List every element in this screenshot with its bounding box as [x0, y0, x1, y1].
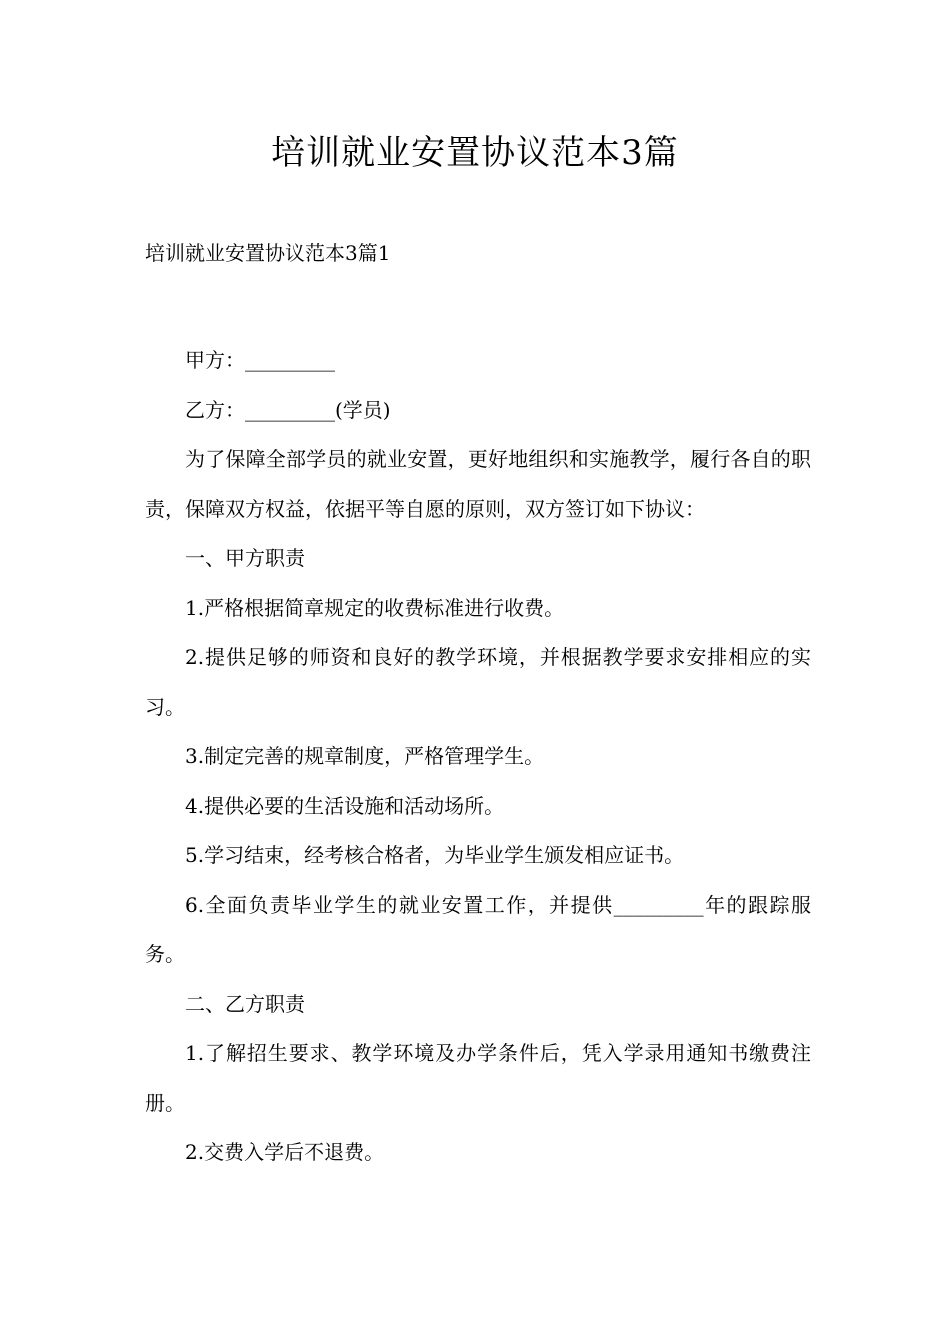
document-title: 培训就业安置协议范本3篇	[271, 133, 679, 173]
party-a-item-6: 6.全面负责毕业学生的就业安置工作，并提供_________年的跟踪服务。	[145, 892, 811, 966]
section-heading-party-a: 一、甲方职责	[185, 546, 305, 570]
party-b-item-2: 2.交费入学后不退费。	[185, 1140, 385, 1164]
party-b-line: 乙方：_________(学员)	[185, 397, 391, 422]
party-a-item-2: 2.提供足够的师资和良好的教学环境，并根据教学要求安排相应的实习。	[145, 645, 811, 719]
party-a-item-4: 4.提供必要的生活设施和活动场所。	[185, 793, 505, 818]
section-heading-party-b: 二、乙方职责	[185, 991, 305, 1016]
party-a-item-5: 5.学习结束，经考核合格者，为毕业学生颁发相应证书。	[185, 843, 685, 867]
document-subtitle: 培训就业安置协议范本3篇1	[145, 241, 391, 265]
party-a-item-3: 3.制定完善的规章制度，严格管理学生。	[185, 744, 545, 768]
party-a-line: 甲方：_________	[185, 348, 335, 372]
preamble-paragraph: 为了保障全部学员的就业安置，更好地组织和实施教学，履行各自的职责，保障双方权益，依据平等自愿的原则，双方签订如下协议：	[145, 447, 811, 521]
party-b-item-1: 1.了解招生要求、教学环境及办学条件后，凭入学录用通知书缴费注册。	[145, 1041, 811, 1115]
party-a-item-1: 1.严格根据简章规定的收费标准进行收费。	[185, 595, 565, 620]
document-body	[145, 336, 811, 1178]
